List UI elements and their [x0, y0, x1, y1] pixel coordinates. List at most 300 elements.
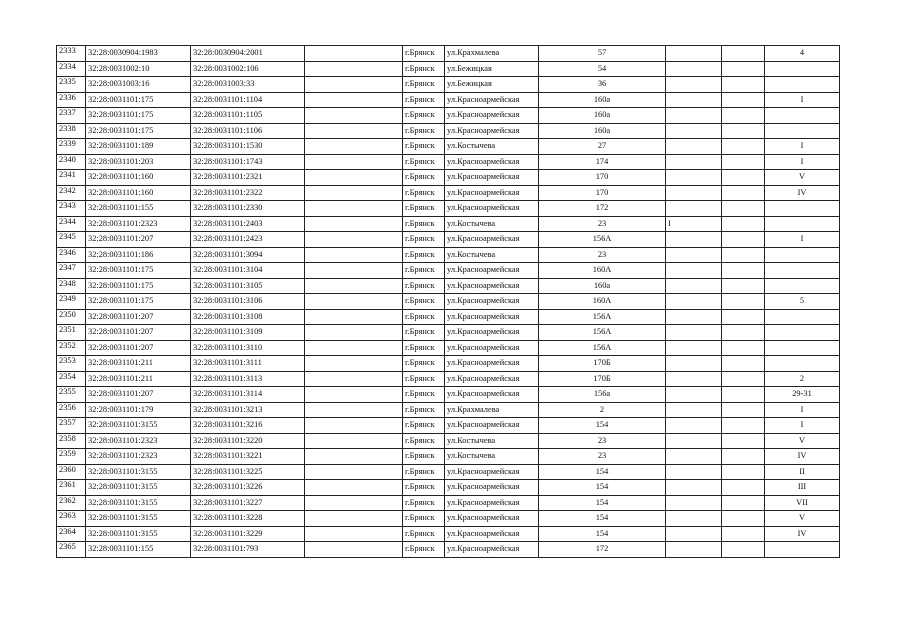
corpus-cell — [722, 371, 765, 387]
empty-cell — [305, 92, 403, 108]
object-cadastral-number: 32:28:0031101:3213 — [191, 402, 305, 418]
empty-cell — [305, 201, 403, 217]
parcel-cadastral-number: 32:28:0031101:3155 — [86, 418, 191, 434]
premises-number-cell — [765, 123, 840, 139]
premises-number-cell — [765, 216, 840, 232]
parcel-cadastral-number: 32:28:0030904:1983 — [86, 46, 191, 62]
row-number: 2351 — [57, 325, 86, 341]
corpus-cell — [722, 340, 765, 356]
table-row — [57, 232, 840, 248]
empty-cell — [305, 356, 403, 372]
parcel-cadastral-number: 32:28:0031101:3155 — [86, 464, 191, 480]
table-row — [57, 387, 840, 403]
corpus-cell — [722, 278, 765, 294]
object-cadastral-number: 32:28:0031101:1743 — [191, 154, 305, 170]
premises-number-cell — [765, 278, 840, 294]
object-cadastral-number: 32:28:0031101:3106 — [191, 294, 305, 310]
premises-number-cell: IV — [765, 185, 840, 201]
corpus-cell — [722, 201, 765, 217]
object-cadastral-number: 32:28:0031101:1530 — [191, 139, 305, 155]
street-cell: ул.Красноармейская — [445, 511, 539, 527]
premises-number-cell: III — [765, 480, 840, 496]
object-cadastral-number: 32:28:0031101:3227 — [191, 495, 305, 511]
object-cadastral-number: 32:28:0031101:3226 — [191, 480, 305, 496]
street-cell: ул.Костычева — [445, 449, 539, 465]
table-body — [57, 46, 840, 558]
premises-number-cell: I — [765, 92, 840, 108]
empty-cell — [305, 325, 403, 341]
parcel-cadastral-number: 32:28:0031101:207 — [86, 232, 191, 248]
city-cell: г.Брянск — [403, 309, 445, 325]
empty-cell — [305, 263, 403, 279]
corpus-cell — [722, 433, 765, 449]
house-number-cell: 154 — [539, 526, 666, 542]
premises-number-cell — [765, 309, 840, 325]
row-number: 2350 — [57, 309, 86, 325]
parcel-cadastral-number: 32:28:0031101:211 — [86, 356, 191, 372]
object-cadastral-number: 32:28:0031101:3228 — [191, 511, 305, 527]
parcel-cadastral-number: 32:28:0031002:10 — [86, 61, 191, 77]
building-cell — [666, 278, 722, 294]
street-cell: ул.Красноармейская — [445, 309, 539, 325]
row-number: 2348 — [57, 278, 86, 294]
row-number: 2358 — [57, 433, 86, 449]
house-number-cell: 160а — [539, 92, 666, 108]
house-number-cell: 156А — [539, 340, 666, 356]
street-cell: ул.Красноармейская — [445, 108, 539, 124]
city-cell: г.Брянск — [403, 108, 445, 124]
empty-cell — [305, 123, 403, 139]
object-cadastral-number: 32:28:0031101:3221 — [191, 449, 305, 465]
empty-cell — [305, 139, 403, 155]
empty-cell — [305, 449, 403, 465]
building-cell — [666, 263, 722, 279]
house-number-cell: 174 — [539, 154, 666, 170]
street-cell: ул.Красноармейская — [445, 201, 539, 217]
corpus-cell — [722, 263, 765, 279]
city-cell: г.Брянск — [403, 154, 445, 170]
building-cell — [666, 480, 722, 496]
building-cell — [666, 526, 722, 542]
house-number-cell: 154 — [539, 511, 666, 527]
city-cell: г.Брянск — [403, 464, 445, 480]
corpus-cell — [722, 418, 765, 434]
street-cell: ул.Крахмалева — [445, 46, 539, 62]
house-number-cell: 160а — [539, 123, 666, 139]
parcel-cadastral-number: 32:28:0031101:175 — [86, 92, 191, 108]
corpus-cell — [722, 511, 765, 527]
corpus-cell — [722, 170, 765, 186]
building-cell — [666, 356, 722, 372]
building-cell — [666, 325, 722, 341]
empty-cell — [305, 402, 403, 418]
empty-cell — [305, 185, 403, 201]
street-cell: ул.Красноармейская — [445, 371, 539, 387]
row-number: 2342 — [57, 185, 86, 201]
row-number: 2343 — [57, 201, 86, 217]
corpus-cell — [722, 61, 765, 77]
house-number-cell: 36 — [539, 77, 666, 93]
house-number-cell: 23 — [539, 433, 666, 449]
city-cell: г.Брянск — [403, 139, 445, 155]
city-cell: г.Брянск — [403, 278, 445, 294]
house-number-cell: 160а — [539, 278, 666, 294]
city-cell: г.Брянск — [403, 480, 445, 496]
city-cell: г.Брянск — [403, 185, 445, 201]
building-cell — [666, 433, 722, 449]
street-cell: ул.Костычева — [445, 139, 539, 155]
house-number-cell: 160а — [539, 108, 666, 124]
empty-cell — [305, 247, 403, 263]
street-cell: ул.Бежицкая — [445, 61, 539, 77]
row-number: 2346 — [57, 247, 86, 263]
parcel-cadastral-number: 32:28:0031101:155 — [86, 542, 191, 558]
street-cell: ул.Красноармейская — [445, 185, 539, 201]
row-number: 2333 — [57, 46, 86, 62]
house-number-cell: 172 — [539, 201, 666, 217]
object-cadastral-number: 32:28:0031101:3108 — [191, 309, 305, 325]
parcel-cadastral-number: 32:28:0031101:207 — [86, 340, 191, 356]
object-cadastral-number: 32:28:0031101:1106 — [191, 123, 305, 139]
object-cadastral-number: 32:28:0031101:3229 — [191, 526, 305, 542]
building-cell — [666, 46, 722, 62]
table-row — [57, 511, 840, 527]
premises-number-cell — [765, 201, 840, 217]
premises-number-cell: 2 — [765, 371, 840, 387]
building-cell — [666, 201, 722, 217]
premises-number-cell: V — [765, 511, 840, 527]
city-cell: г.Брянск — [403, 294, 445, 310]
city-cell: г.Брянск — [403, 232, 445, 248]
table-row — [57, 139, 840, 155]
house-number-cell: 154 — [539, 495, 666, 511]
row-number: 2361 — [57, 480, 86, 496]
empty-cell — [305, 108, 403, 124]
corpus-cell — [722, 526, 765, 542]
house-number-cell: 170Б — [539, 371, 666, 387]
building-cell — [666, 418, 722, 434]
house-number-cell: 57 — [539, 46, 666, 62]
row-number: 2362 — [57, 495, 86, 511]
row-number: 2357 — [57, 418, 86, 434]
street-cell: ул.Красноармейская — [445, 340, 539, 356]
city-cell: г.Брянск — [403, 170, 445, 186]
building-cell — [666, 77, 722, 93]
empty-cell — [305, 480, 403, 496]
empty-cell — [305, 309, 403, 325]
corpus-cell — [722, 542, 765, 558]
row-number: 2339 — [57, 139, 86, 155]
table-row — [57, 278, 840, 294]
house-number-cell: 23 — [539, 216, 666, 232]
building-cell — [666, 154, 722, 170]
object-cadastral-number: 32:28:0031002:106 — [191, 61, 305, 77]
table-row — [57, 464, 840, 480]
street-cell: ул.Красноармейская — [445, 92, 539, 108]
building-cell — [666, 108, 722, 124]
city-cell: г.Брянск — [403, 526, 445, 542]
parcel-cadastral-number: 32:28:0031101:175 — [86, 123, 191, 139]
premises-number-cell: IV — [765, 449, 840, 465]
corpus-cell — [722, 123, 765, 139]
empty-cell — [305, 418, 403, 434]
row-number: 2349 — [57, 294, 86, 310]
parcel-cadastral-number: 32:28:0031101:2323 — [86, 433, 191, 449]
corpus-cell — [722, 108, 765, 124]
building-cell — [666, 495, 722, 511]
row-number: 2355 — [57, 387, 86, 403]
object-cadastral-number: 32:28:0030904:2001 — [191, 46, 305, 62]
row-number: 2344 — [57, 216, 86, 232]
house-number-cell: 160А — [539, 263, 666, 279]
house-number-cell: 160А — [539, 294, 666, 310]
premises-number-cell — [765, 542, 840, 558]
table-row — [57, 170, 840, 186]
empty-cell — [305, 511, 403, 527]
empty-cell — [305, 464, 403, 480]
city-cell: г.Брянск — [403, 495, 445, 511]
object-cadastral-number: 32:28:0031101:3114 — [191, 387, 305, 403]
premises-number-cell: V — [765, 170, 840, 186]
object-cadastral-number: 32:28:0031101:793 — [191, 542, 305, 558]
parcel-cadastral-number: 32:28:0031101:175 — [86, 294, 191, 310]
table-row — [57, 526, 840, 542]
parcel-cadastral-number: 32:28:0031101:155 — [86, 201, 191, 217]
street-cell: ул.Костычева — [445, 247, 539, 263]
street-cell: ул.Костычева — [445, 433, 539, 449]
building-cell — [666, 402, 722, 418]
city-cell: г.Брянск — [403, 356, 445, 372]
table-row — [57, 154, 840, 170]
table-row — [57, 46, 840, 62]
table-row — [57, 92, 840, 108]
street-cell: ул.Красноармейская — [445, 387, 539, 403]
table-row — [57, 449, 840, 465]
street-cell: ул.Костычева — [445, 216, 539, 232]
corpus-cell — [722, 464, 765, 480]
corpus-cell — [722, 139, 765, 155]
row-number: 2359 — [57, 449, 86, 465]
table-row — [57, 495, 840, 511]
parcel-cadastral-number: 32:28:0031101:175 — [86, 108, 191, 124]
building-cell — [666, 232, 722, 248]
property-registry-table — [56, 45, 840, 558]
object-cadastral-number: 32:28:0031101:2423 — [191, 232, 305, 248]
corpus-cell — [722, 46, 765, 62]
city-cell: г.Брянск — [403, 433, 445, 449]
parcel-cadastral-number: 32:28:0031101:175 — [86, 263, 191, 279]
empty-cell — [305, 371, 403, 387]
object-cadastral-number: 32:28:0031101:2321 — [191, 170, 305, 186]
street-cell: ул.Красноармейская — [445, 464, 539, 480]
row-number: 2364 — [57, 526, 86, 542]
premises-number-cell — [765, 340, 840, 356]
building-cell — [666, 387, 722, 403]
city-cell: г.Брянск — [403, 511, 445, 527]
premises-number-cell: IV — [765, 526, 840, 542]
table-row — [57, 433, 840, 449]
empty-cell — [305, 294, 403, 310]
row-number: 2336 — [57, 92, 86, 108]
corpus-cell — [722, 154, 765, 170]
object-cadastral-number: 32:28:0031003:33 — [191, 77, 305, 93]
building-cell — [666, 170, 722, 186]
building-cell — [666, 542, 722, 558]
parcel-cadastral-number: 32:28:0031101:189 — [86, 139, 191, 155]
house-number-cell: 156А — [539, 325, 666, 341]
premises-number-cell — [765, 263, 840, 279]
city-cell: г.Брянск — [403, 387, 445, 403]
city-cell: г.Брянск — [403, 92, 445, 108]
corpus-cell — [722, 77, 765, 93]
house-number-cell: 154 — [539, 418, 666, 434]
house-number-cell: 170 — [539, 185, 666, 201]
street-cell: ул.Красноармейская — [445, 263, 539, 279]
building-cell — [666, 92, 722, 108]
premises-number-cell — [765, 61, 840, 77]
table-row — [57, 480, 840, 496]
table-row — [57, 247, 840, 263]
city-cell: г.Брянск — [403, 46, 445, 62]
building-cell — [666, 371, 722, 387]
empty-cell — [305, 77, 403, 93]
table-row — [57, 294, 840, 310]
row-number: 2334 — [57, 61, 86, 77]
premises-number-cell: I — [765, 418, 840, 434]
street-cell: ул.Красноармейская — [445, 495, 539, 511]
corpus-cell — [722, 216, 765, 232]
row-number: 2347 — [57, 263, 86, 279]
corpus-cell — [722, 356, 765, 372]
building-cell — [666, 309, 722, 325]
object-cadastral-number: 32:28:0031101:2322 — [191, 185, 305, 201]
parcel-cadastral-number: 32:28:0031101:211 — [86, 371, 191, 387]
house-number-cell: 172 — [539, 542, 666, 558]
table-row — [57, 340, 840, 356]
empty-cell — [305, 170, 403, 186]
city-cell: г.Брянск — [403, 371, 445, 387]
city-cell: г.Брянск — [403, 201, 445, 217]
street-cell: ул.Красноармейская — [445, 526, 539, 542]
corpus-cell — [722, 247, 765, 263]
parcel-cadastral-number: 32:28:0031101:175 — [86, 278, 191, 294]
empty-cell — [305, 278, 403, 294]
parcel-cadastral-number: 32:28:0031101:179 — [86, 402, 191, 418]
building-cell — [666, 340, 722, 356]
table-row — [57, 61, 840, 77]
empty-cell — [305, 340, 403, 356]
parcel-cadastral-number: 32:28:0031101:3155 — [86, 495, 191, 511]
object-cadastral-number: 32:28:0031101:3109 — [191, 325, 305, 341]
house-number-cell: 54 — [539, 61, 666, 77]
premises-number-cell: I — [765, 402, 840, 418]
corpus-cell — [722, 294, 765, 310]
street-cell: ул.Красноармейская — [445, 123, 539, 139]
empty-cell — [305, 46, 403, 62]
building-cell — [666, 61, 722, 77]
parcel-cadastral-number: 32:28:0031101:207 — [86, 309, 191, 325]
parcel-cadastral-number: 32:28:0031101:2323 — [86, 449, 191, 465]
premises-number-cell: I — [765, 154, 840, 170]
table-row — [57, 542, 840, 558]
premises-number-cell — [765, 325, 840, 341]
building-cell — [666, 449, 722, 465]
premises-number-cell: 29-31 — [765, 387, 840, 403]
object-cadastral-number: 32:28:0031101:3094 — [191, 247, 305, 263]
empty-cell — [305, 542, 403, 558]
object-cadastral-number: 32:28:0031101:3105 — [191, 278, 305, 294]
premises-number-cell: VII — [765, 495, 840, 511]
table-row — [57, 108, 840, 124]
premises-number-cell — [765, 77, 840, 93]
house-number-cell: 2 — [539, 402, 666, 418]
corpus-cell — [722, 92, 765, 108]
building-cell — [666, 123, 722, 139]
parcel-cadastral-number: 32:28:0031101:207 — [86, 325, 191, 341]
house-number-cell: 170 — [539, 170, 666, 186]
house-number-cell: 156А — [539, 309, 666, 325]
corpus-cell — [722, 325, 765, 341]
parcel-cadastral-number: 32:28:0031101:3155 — [86, 526, 191, 542]
premises-number-cell — [765, 247, 840, 263]
house-number-cell: 156а — [539, 387, 666, 403]
city-cell: г.Брянск — [403, 340, 445, 356]
city-cell: г.Брянск — [403, 77, 445, 93]
row-number: 2341 — [57, 170, 86, 186]
object-cadastral-number: 32:28:0031101:3113 — [191, 371, 305, 387]
city-cell: г.Брянск — [403, 247, 445, 263]
house-number-cell: 27 — [539, 139, 666, 155]
object-cadastral-number: 32:28:0031101:3110 — [191, 340, 305, 356]
row-number: 2356 — [57, 402, 86, 418]
house-number-cell: 154 — [539, 464, 666, 480]
parcel-cadastral-number: 32:28:0031101:203 — [86, 154, 191, 170]
corpus-cell — [722, 387, 765, 403]
parcel-cadastral-number: 32:28:0031101:3155 — [86, 480, 191, 496]
premises-number-cell: II — [765, 464, 840, 480]
premises-number-cell: 5 — [765, 294, 840, 310]
premises-number-cell — [765, 356, 840, 372]
city-cell: г.Брянск — [403, 123, 445, 139]
building-cell — [666, 511, 722, 527]
street-cell: ул.Красноармейская — [445, 480, 539, 496]
table-row — [57, 402, 840, 418]
object-cadastral-number: 32:28:0031101:2403 — [191, 216, 305, 232]
street-cell: ул.Бежицкая — [445, 77, 539, 93]
empty-cell — [305, 526, 403, 542]
parcel-cadastral-number: 32:28:0031101:160 — [86, 185, 191, 201]
table-row — [57, 371, 840, 387]
building-cell — [666, 139, 722, 155]
corpus-cell — [722, 480, 765, 496]
row-number: 2352 — [57, 340, 86, 356]
table-row — [57, 123, 840, 139]
city-cell: г.Брянск — [403, 449, 445, 465]
table-row — [57, 418, 840, 434]
street-cell: ул.Красноармейская — [445, 325, 539, 341]
street-cell: ул.Красноармейская — [445, 154, 539, 170]
building-cell — [666, 294, 722, 310]
object-cadastral-number: 32:28:0031101:3104 — [191, 263, 305, 279]
parcel-cadastral-number: 32:28:0031101:186 — [86, 247, 191, 263]
building-cell: I — [666, 216, 722, 232]
object-cadastral-number: 32:28:0031101:3225 — [191, 464, 305, 480]
street-cell: ул.Красноармейская — [445, 542, 539, 558]
table-row — [57, 263, 840, 279]
empty-cell — [305, 216, 403, 232]
premises-number-cell: 4 — [765, 46, 840, 62]
row-number: 2353 — [57, 356, 86, 372]
